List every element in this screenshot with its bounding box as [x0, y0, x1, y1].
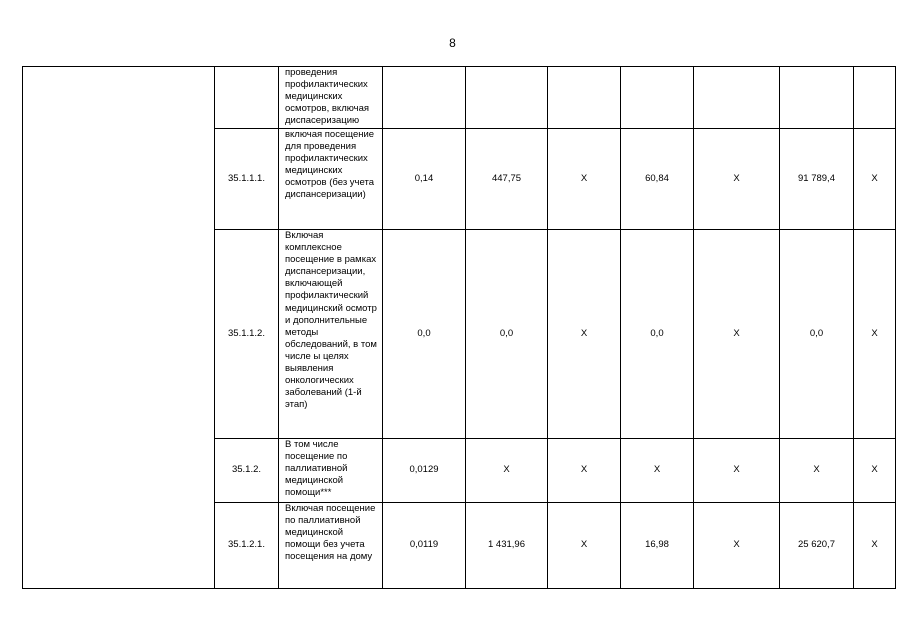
value-cell: X — [621, 439, 694, 503]
data-table — [22, 66, 896, 589]
value-cell: X — [854, 230, 896, 439]
value-cell: X — [694, 503, 780, 589]
row-description — [279, 439, 383, 503]
row-description-text: Включая комплексное посещение в рамках диспансеризации, включающей профилактический медицинский осмотр и дополнительные методы обследований, в том числе ы целях выявления онкологических заболеваний (1-й этап) — [285, 230, 377, 411]
row-description — [279, 503, 383, 589]
value-cell: X — [548, 503, 621, 589]
value-cell: 25 620,7 — [780, 503, 854, 589]
row-description-text: включая посещение для проведения профилактических медицинских осмотров (без учета диспансеризации) — [285, 129, 375, 201]
row-code: 35.1.2.1. — [215, 503, 279, 589]
value-cell: 447,75 — [466, 129, 548, 230]
value-cell: 1 431,96 — [466, 503, 548, 589]
row-description-text: проведения профилактических медицинских осмотров, включая диспасеризацию — [285, 67, 370, 127]
value-cell — [780, 67, 854, 129]
value-cell — [466, 67, 548, 129]
value-cell: 0,14 — [383, 129, 466, 230]
row-code: 35.1.2. — [215, 439, 279, 503]
value-cell: X — [854, 503, 896, 589]
value-cell: 0,0 — [383, 230, 466, 439]
value-cell: X — [548, 230, 621, 439]
value-cell — [383, 67, 466, 129]
row-description — [279, 230, 383, 439]
value-cell: X — [466, 439, 548, 503]
value-cell: X — [548, 129, 621, 230]
value-cell: 16,98 — [621, 503, 694, 589]
row-code — [215, 67, 279, 129]
value-cell — [548, 67, 621, 129]
value-cell: 91 789,4 — [780, 129, 854, 230]
row-description — [279, 67, 383, 129]
value-cell: 0,0129 — [383, 439, 466, 503]
value-cell: 0,0 — [780, 230, 854, 439]
value-cell: X — [694, 129, 780, 230]
value-cell: 0,0 — [466, 230, 548, 439]
value-cell — [621, 67, 694, 129]
page-number: 8 — [449, 36, 456, 50]
value-cell — [854, 67, 896, 129]
value-cell: X — [854, 129, 896, 230]
value-cell: 0,0 — [621, 230, 694, 439]
row-code: 35.1.1.2. — [215, 230, 279, 439]
value-cell — [694, 67, 780, 129]
row-description — [279, 129, 383, 230]
table-row — [23, 67, 896, 129]
value-cell: X — [694, 230, 780, 439]
value-cell: X — [694, 439, 780, 503]
value-cell: 60,84 — [621, 129, 694, 230]
value-cell: 0,0119 — [383, 503, 466, 589]
row-code: 35.1.1.1. — [215, 129, 279, 230]
value-cell: X — [780, 439, 854, 503]
row-description-text: В том числе посещение по паллиативной медицинской помощи*** — [285, 439, 348, 499]
merged-left-cell — [23, 67, 215, 589]
value-cell: X — [548, 439, 621, 503]
row-description-text: Включая посещение по паллиативной медицинской помощи без учета посещения на дому — [285, 503, 376, 563]
value-cell: X — [854, 439, 896, 503]
